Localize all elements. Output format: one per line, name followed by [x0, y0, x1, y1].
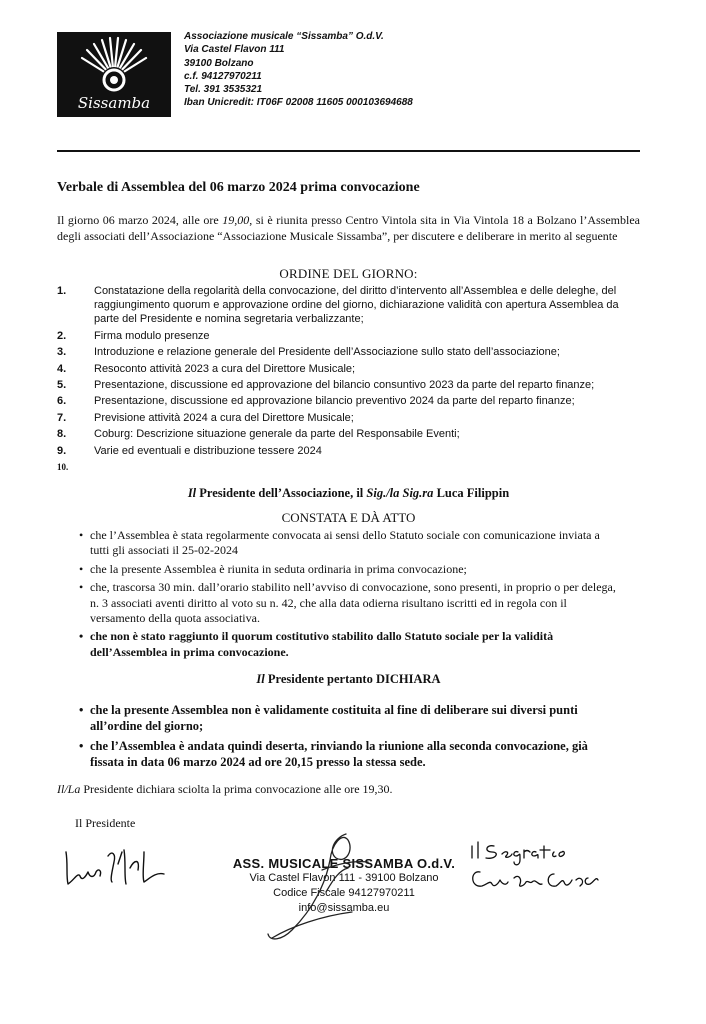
address-street: Via Castel Flavon 111 [184, 44, 285, 56]
list-item [57, 702, 617, 734]
bullet-icon: • [79, 629, 84, 644]
intro-text-start: Il giorno 06 marzo 2024, alle ore [57, 213, 223, 227]
sun-rays-logo-icon [57, 32, 171, 117]
president-statement [57, 486, 640, 501]
agenda-item-text: Resoconto attività 2023 a cura del Direttore Musicale; [94, 362, 356, 375]
stamp-fiscal-code: Codice Fiscale 94127970211 [273, 887, 415, 899]
closing-text: Presidente dichiara sciolta la prima convocazione alle ore 19,30. [80, 782, 393, 796]
list-item [57, 738, 617, 770]
list-item-text: che, trascorsa 30 min. dall’orario stabilito nell’avviso di convocazione, sono presenti, in proprio o per delega, n. 3 associati aventi diritto al voto su n. 42, che alla data odierna risultano iscritti ed in regola con il versamento della quota associativa. [90, 580, 616, 626]
address-city: 39100 Bolzano [184, 57, 254, 69]
agenda-item-number: 10. [57, 461, 69, 472]
list-item [57, 580, 617, 626]
association-name: Associazione musicale “Sissamba” O.d.V. [184, 31, 384, 42]
agenda-item-text: Presentazione, discussione ed approvazione del bilancio consuntivo 2023 da parte del reparto finanze; [94, 378, 595, 391]
secretary-signature [466, 840, 646, 900]
agenda-item [57, 284, 640, 327]
stamp-title: ASS. MUSICALE SISSAMBA O.d.V. [232, 856, 456, 871]
stamp-address: Via Castel Flavon 111 - 39100 Bolzano [249, 872, 439, 884]
agenda-item-text: Previsione attività 2024 a cura del Direttore Musicale; [94, 411, 354, 424]
president-title: Sig./la Sig.ra [366, 486, 434, 500]
president-article: Il [187, 486, 197, 500]
agenda-item [57, 444, 640, 458]
secretary-handwriting-icon [466, 840, 646, 900]
dichiara-list [57, 702, 617, 774]
bullet-icon: • [79, 739, 84, 753]
sissamba-logo [57, 32, 171, 117]
agenda-item [57, 345, 640, 359]
bullet-icon: • [79, 561, 84, 576]
document-title: Verbale di Assemblea del 06 marzo 2024 prima convocazione [57, 180, 420, 195]
agenda-item-number: 6. [57, 395, 67, 408]
svg-text:Sissamba: Sissamba [77, 94, 151, 112]
intro-text-end: , si è riunita presso Centro Vintola sita in Via Vintola 18 a Bolzano l’Assemblea degli associati dell’Associazione “Associazione Musicale Sissamba”, per discutere e deliberare in merito al seguente [57, 213, 640, 243]
agenda-item-number: 5. [57, 378, 67, 391]
agenda-item-text: Firma modulo presenze [94, 329, 210, 342]
president-name: Luca Filippin [433, 486, 510, 500]
president-signature [60, 842, 180, 892]
closing-statement [57, 782, 640, 797]
bullet-icon: • [79, 580, 84, 595]
list-item-text: che la presente Assemblea non è validamente costituita al fine di deliberare sui diversi punti all’ordine del giorno; [90, 703, 578, 733]
dichiara-heading [57, 672, 640, 687]
list-item-text: che l’Assemblea è andata quindi deserta, rinviando la riunione alla seconda convocazione, già fissata in data 06 marzo 2024 ad ore 20,15 presso la stessa sede. [90, 739, 588, 769]
agenda-item [57, 427, 640, 441]
letterhead-address [184, 30, 504, 110]
signature-label: Il Presidente [75, 816, 136, 830]
agenda-list [57, 284, 640, 476]
agenda-item [57, 411, 640, 425]
closing-article: Il/La [57, 782, 81, 796]
agenda-item [57, 362, 640, 376]
stamp-overlay-signature [262, 830, 412, 945]
bullet-icon: • [79, 528, 84, 542]
header-divider [57, 150, 640, 152]
agenda-item [57, 394, 640, 408]
iban: Iban Unicredit: IT06F 02008 11605 000103694688 [184, 97, 413, 109]
agenda-item-number: 9. [57, 444, 67, 457]
agenda-item-number: 8. [57, 428, 67, 441]
agenda-item-text [82, 460, 640, 474]
fiscal-code: c.f. 94127970211 [184, 70, 262, 82]
agenda-item-text: Coburg: Descrizione situazione generale da parte del Responsabile Eventi; [94, 428, 460, 441]
dichiara-article: Il [256, 672, 265, 686]
intro-time: 19,00 [222, 213, 250, 227]
secretary-title [466, 840, 467, 841]
agenda-item-number: 7. [57, 411, 67, 424]
constata-heading: CONSTATA E DÀ ATTO [281, 510, 416, 525]
list-item-text: che l’Assemblea è stata regolarmente convocata ai sensi dello Statuto sociale con comunicazione inviata a tutti gli associati il 25-02-2024 [90, 528, 600, 558]
stamp-email: info@sissamba.eu [298, 902, 390, 914]
bullet-icon: • [79, 703, 84, 717]
agenda-item-text: Varie ed eventuali e distribuzione tessere 2024 [94, 444, 322, 457]
agenda-item [57, 378, 640, 392]
agenda-item-number: 1. [57, 285, 67, 297]
list-item [57, 528, 617, 559]
constata-list [57, 528, 617, 663]
agenda-heading: ORDINE DEL GIORNO: [279, 266, 418, 281]
phone-number: Tel. 391 3535321 [184, 84, 263, 96]
dichiara-text: Presidente pertanto DICHIARA [264, 672, 441, 686]
agenda-item [57, 460, 640, 474]
agenda-item-text: Presentazione, discussione ed approvazione bilancio preventivo 2024 da parte del reparto finanze; [94, 395, 575, 408]
agenda-item-number: 3. [57, 346, 67, 359]
president-role: Presidente dell’Associazione, il [196, 486, 367, 500]
list-item [57, 629, 617, 660]
agenda-item-text: Constatazione della regolarità della convocazione, del diritto d’intervento all’Assemblea e delle deleghe, del raggiungimento quorum e approvazione ordine del giorno, dichiarazione validità con apertura Assemblea da parte del Presidente e nomina segretaria verbalizzante; [94, 285, 619, 326]
agenda-item-number: 2. [57, 329, 67, 342]
agenda-item [57, 329, 640, 343]
intro-paragraph [57, 212, 640, 244]
list-item-text: che non è stato raggiunto il quorum costitutivo stabilito dallo Statuto sociale per la validità dell’Assemblea in prima convocazione. [90, 629, 554, 659]
agenda-item-text: Introduzione e relazione generale del Presidente dell’Associazione sullo stato dell’associazione; [94, 346, 560, 359]
list-item-text: che la presente Assemblea è riunita in seduta ordinaria in prima convocazione; [90, 561, 467, 576]
list-item [57, 562, 617, 577]
agenda-item-number: 4. [57, 362, 67, 375]
